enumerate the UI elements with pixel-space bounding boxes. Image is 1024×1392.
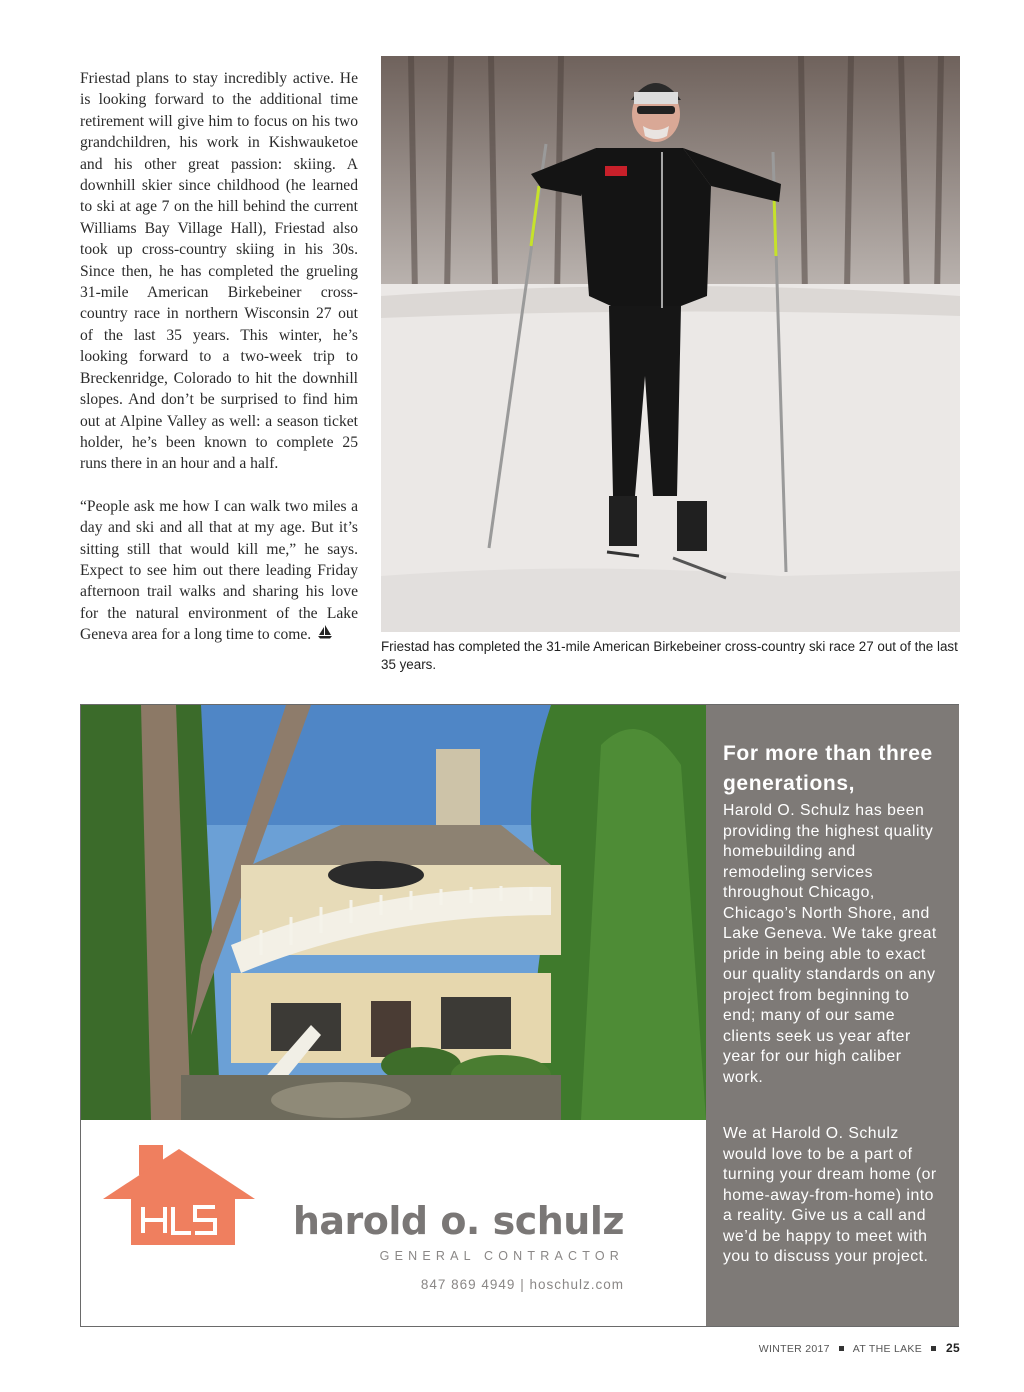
brand-contact: 847 869 4949 | hoschulz.com [420, 1277, 624, 1292]
article-body [80, 68, 358, 667]
ad-text-panel [706, 705, 959, 1326]
footer-separator [839, 1346, 844, 1351]
advertisement [80, 704, 959, 1327]
ad-house-photo [81, 705, 706, 1120]
page-number: 25 [946, 1341, 960, 1355]
footer-publication: AT THE LAKE [852, 1343, 923, 1355]
footer-separator [931, 1346, 936, 1351]
brand-tagline: GENERAL CONTRACTOR [379, 1249, 624, 1263]
ad-body-1: Harold O. Schulz has been providing the highest quality homebuilding and remodeling services throughout Chicago, Chicago’s North Shore, and Lake Geneva. We take great pride in being able to exact our quality standards on any project from beginning to end; many of our same clients seek us year after year for our high caliber work. [723, 802, 937, 1086]
skier-photo-illustration [381, 56, 960, 632]
skier-photo [381, 56, 960, 632]
article-paragraph-1: Friestad plans to stay incredibly active. He is looking forward to the additional time retirement will give him to focus on his two grandchildren, his work in Kishwauketoe and his other great passion: skiing. A downhill skier since childhood (he learned to ski at age 7 on the hill behind the current Williams Bay Village Hall), Friestad also took up cross-country skiing in his 30s. Since then, he has completed the grueling 31-mile American Birkebeiner cross-country race in northern Wisconsin 27 out of the last 35 years. This winter, he’s looking forward to a two-week trip to Breckenridge, Colorado to hit the downhill slopes. And don’t be surprised to find him out at Alpine Valley as well: a season ticket holder, he’s been known to complete 25 runs there in an hour and a half. [80, 70, 358, 473]
article-paragraph-2-text: “People ask me how I can walk two miles a day and ski and all that at my age. But it’s sitting still that would kill me,” he says. Expect to see him out there leading Friday afternoon trail walks and sharing his love for the natural environment of the Lake Geneva area for a long time to come. [80, 497, 358, 644]
ad-headline: For more than three generations, [723, 742, 933, 795]
photo-caption: Friestad has completed the 31-mile American Birkebeiner cross-country ski race 27 out of the last 35 years. [381, 639, 958, 672]
article-paragraph-2 [80, 496, 358, 646]
page-footer [759, 1341, 960, 1355]
footer-issue: WINTER 2017 [758, 1343, 830, 1355]
hs-house-logo [103, 1145, 255, 1247]
brand-name: harold o. schulz [292, 1199, 624, 1243]
house-illustration [81, 705, 706, 1120]
sailboat-end-mark-icon [317, 625, 333, 639]
ad-body-2: We at Harold O. Schulz would love to be a part of turning your dream home (or home-away-from-home) into a reality. Give us a call and we’d be happy to meet with you to discuss your project. [723, 1125, 937, 1265]
